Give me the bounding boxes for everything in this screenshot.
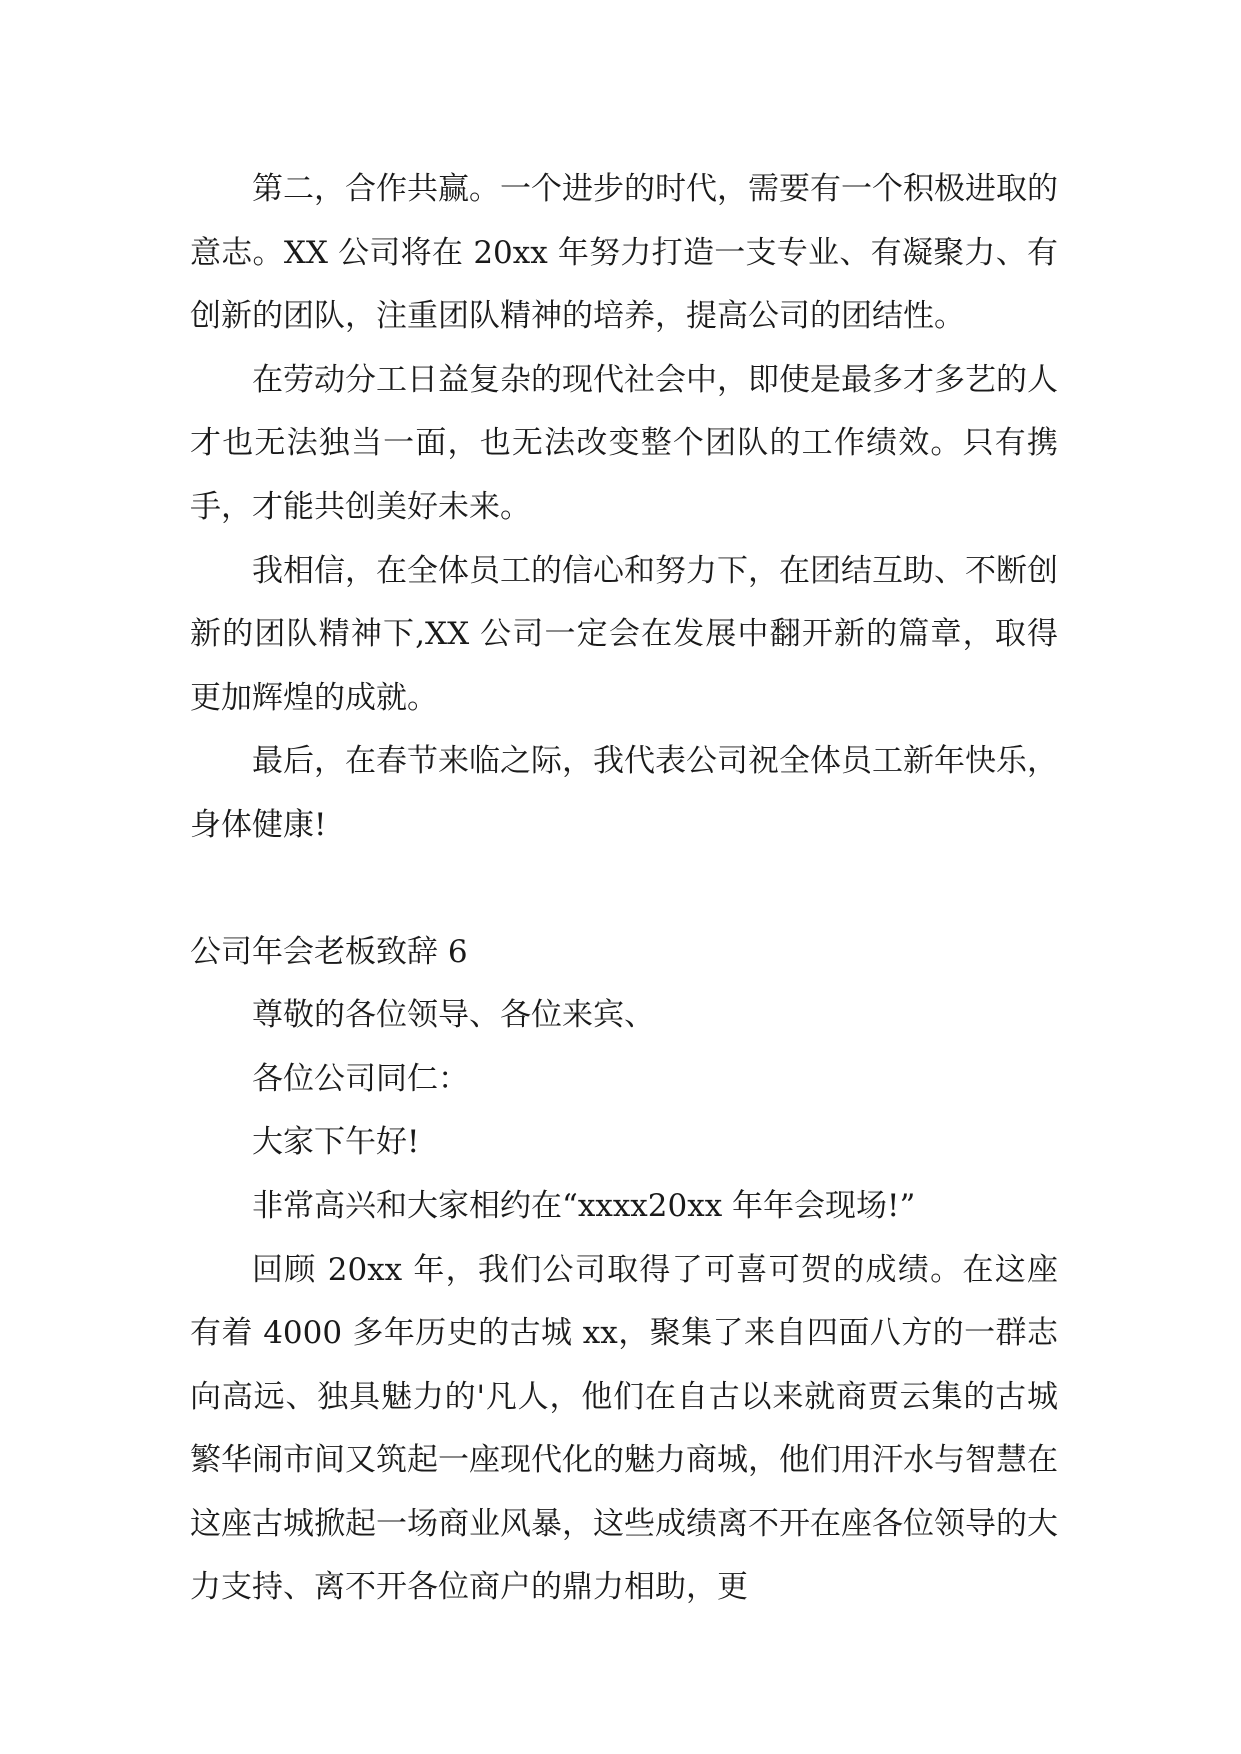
paragraph-welcome: 非常高兴和大家相约在“xxxx20xx 年年会现场!” — [252, 1187, 916, 1224]
paragraph-review: 回顾 20xx 年，我们公司取得了可喜可贺的成绩。在这座有着 4000 多年历史的古城 xx，聚集了来自四面八方的一群志向高远、独具魅力的'凡人，他们在自古以来就商贾云集的古城繁华闹市间又筑起一座现代化的魅力商城，他们用汗水与智慧在这座古城掀起一场商业风暴，这些成绩离不开在座各位领导的大力支持、离不开各位商户的鼎力相助，更 — [190, 1251, 1058, 1606]
salutation-leaders: 尊敬的各位领导、各位来宾、 — [252, 997, 655, 1034]
paragraph-cooperation: 第二，合作共赢。一个进步的时代，需要有一个积极进取的意志。XX 公司将在 20xx 年努力打造一支专业、有凝聚力、有创新的团队，注重团队精神的培养，提高公司的团结性。 — [190, 171, 1058, 335]
paragraph-division-of-labor: 在劳动分工日益复杂的现代社会中，即使是最多才多艺的人才也无法独当一面，也无法改变整个团队的工作绩效。只有携手，才能共创美好未来。 — [190, 361, 1058, 525]
document-body — [190, 158, 1058, 1620]
paragraph-closing-wishes: 最后，在春节来临之际，我代表公司祝全体员工新年快乐，身体健康! — [190, 743, 1058, 843]
section-spacer — [190, 858, 1058, 921]
greeting: 大家下午好! — [252, 1124, 420, 1161]
section-heading: 公司年会老板致辞 6 — [190, 933, 468, 970]
salutation-colleagues: 各位公司同仁： — [252, 1060, 469, 1097]
paragraph-belief: 我相信，在全体员工的信心和努力下，在团结互助、不断创新的团队精神下,XX 公司一定会在发展中翻开新的篇章，取得更加辉煌的成就。 — [190, 552, 1058, 716]
